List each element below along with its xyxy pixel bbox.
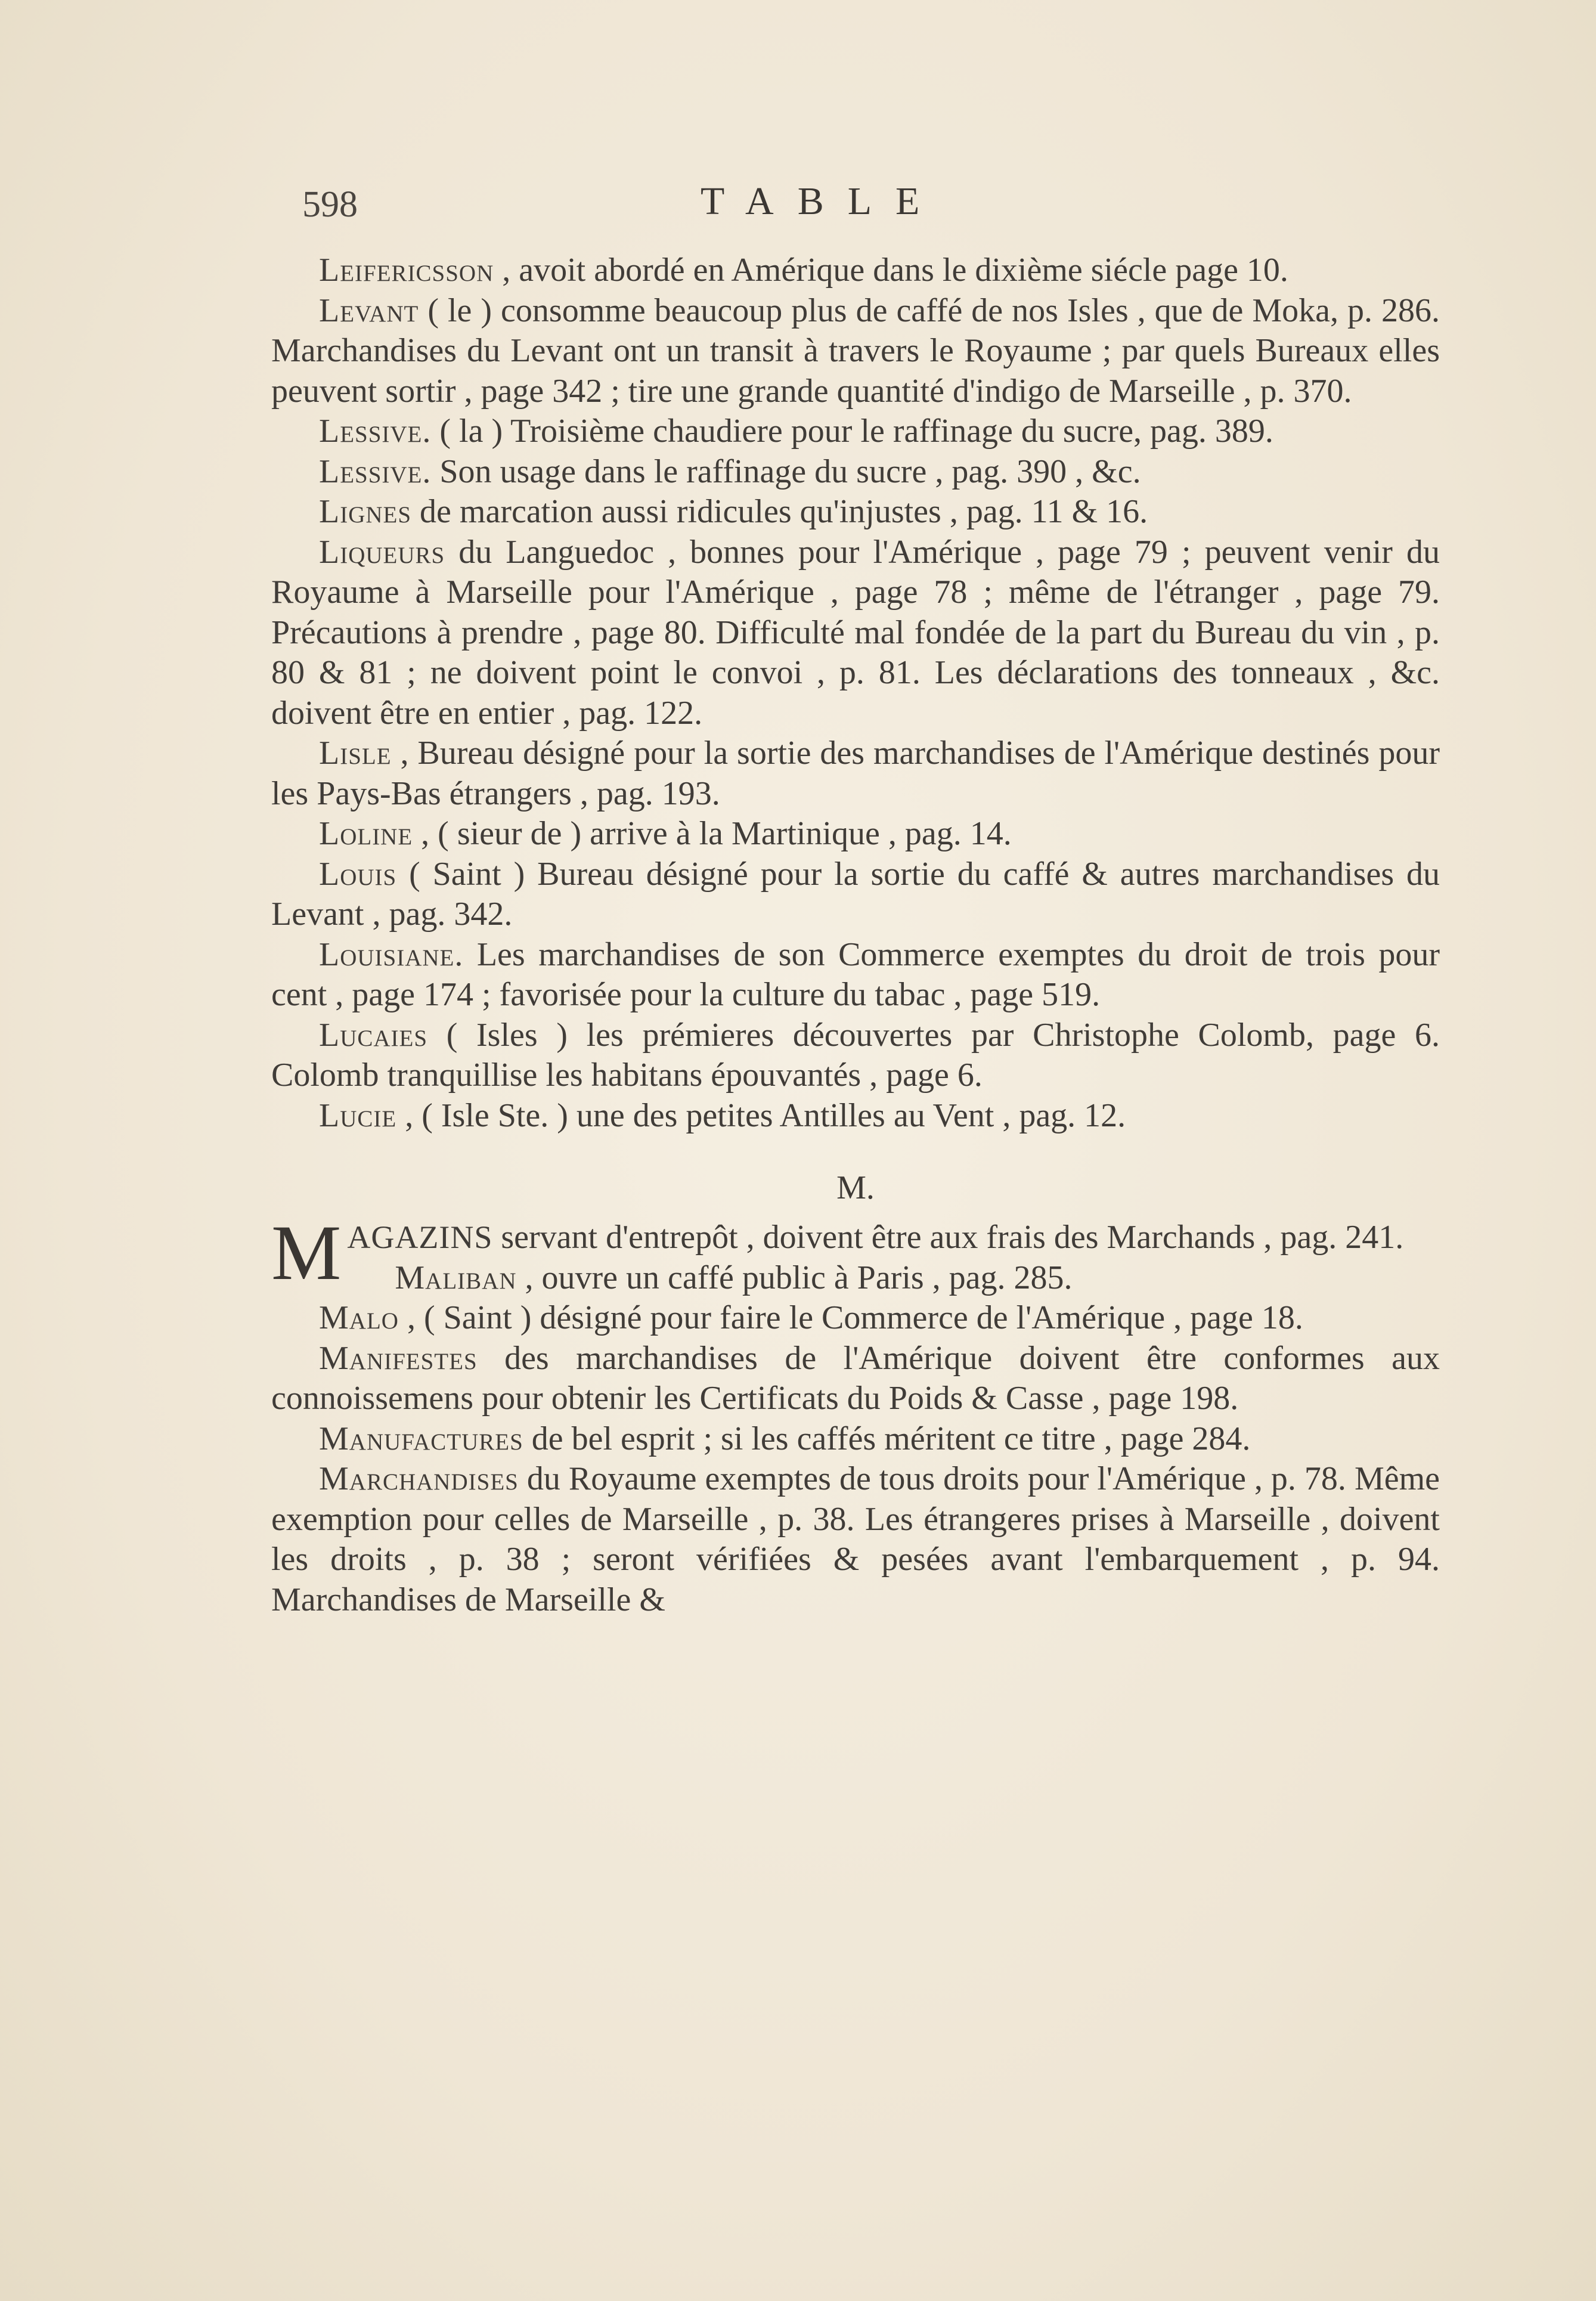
entry-text: de bel esprit ; si les caffés méritent ce titre , page 284. bbox=[523, 1420, 1251, 1457]
entry-headword: Lucie bbox=[319, 1097, 397, 1134]
entry-headword: Louisiane. bbox=[319, 936, 464, 973]
entry-text: Son usage dans le raffinage du sucre , pag. 390 , &c. bbox=[431, 453, 1141, 490]
entry-headword: Lucaies bbox=[319, 1016, 428, 1054]
entry-text: des marchandises de l'Amérique doivent être conformes aux connoissemens pour obtenir les Certificats du Poids & Casse , page 198. bbox=[271, 1339, 1440, 1417]
entry-headword: Leifericsson bbox=[319, 252, 494, 289]
entry-headword: Lessive. bbox=[319, 453, 432, 490]
entry-text: , ( Saint ) désigné pour faire le Commerce de l'Amérique , page 18. bbox=[398, 1299, 1303, 1336]
entry-text: ( la ) Troisième chaudiere pour le raffinage du sucre, pag. 389. bbox=[431, 413, 1273, 450]
index-entry bbox=[271, 1459, 1440, 1620]
entry-text: Les marchandises de son Commerce exemptes du droit de trois pour cent , page 174 ; favorisée pour la culture du tabac , page 519. bbox=[271, 936, 1440, 1013]
entry-headword: Marchandises bbox=[319, 1460, 519, 1497]
entry-text: ( Isles ) les prémieres découvertes par Christophe Colomb, page 6. Colomb tranquillise les habitans épouvantés , page 6. bbox=[271, 1016, 1440, 1094]
entry-text: du Royaume exemptes de tous droits pour l'Amérique , p. 78. Même exemption pour celles de Marseille , p. 38. Les étrangeres prises à Marseille , doivent les droits , p. 38 ; seront vérifiées & pesées avant l'embarquement , p. 94. Marchandises de Marseille & bbox=[271, 1460, 1440, 1618]
section-heading: M. bbox=[836, 1169, 875, 1206]
index-entry bbox=[271, 250, 1440, 291]
entry-headword: Maliban bbox=[395, 1259, 517, 1296]
index-entry bbox=[271, 492, 1440, 532]
entry-text: du Languedoc , bonnes pour l'Amérique , page 79 ; peuvent venir du Royaume à Marseille pour l'Amérique , page 78 ; même de l'étranger , page 79. Précautions à prendre , page 80. Difficulté mal fondée de la part du Bureau du vin , p. 80 & 81 ; ne doivent point le convoi , p. 81. Les déclarations des tonneaux , &c. doivent être en entier , pag. 122. bbox=[271, 533, 1440, 732]
entry-headword: Manufactures bbox=[319, 1420, 523, 1457]
entry-text: , Bureau désigné pour la sortie des marchandises de l'Amérique destinés pour les Pays-Bas étrangers , pag. 193. bbox=[271, 735, 1440, 812]
index-entry bbox=[271, 411, 1440, 452]
entry-text: , ( sieur de ) arrive à la Martinique , pag. 14. bbox=[413, 815, 1012, 852]
index-entry bbox=[271, 854, 1440, 935]
index-entry bbox=[271, 935, 1440, 1015]
entry-text: de marcation aussi ridicules qu'injustes , pag. 11 & 16. bbox=[411, 493, 1148, 530]
entry-text: servant d'entrepôt , doivent être aux frais des Marchands , pag. 241. bbox=[492, 1219, 1404, 1256]
entry-text: ( Saint ) Bureau désigné pour la sortie du caffé & autres marchandises du Levant , pag. 342. bbox=[271, 855, 1440, 933]
index-entry bbox=[271, 814, 1440, 854]
index-entries-l bbox=[271, 250, 1440, 1136]
entry-headword: Liqueurs bbox=[319, 533, 445, 571]
index-entry bbox=[271, 532, 1440, 734]
drop-cap: M bbox=[271, 1209, 342, 1296]
entry-headword: Lisle bbox=[319, 735, 392, 772]
index-entry bbox=[271, 1015, 1440, 1096]
index-entries-m bbox=[271, 1209, 1440, 1620]
entry-headword: Loline bbox=[319, 815, 413, 852]
entry-headword: Levant bbox=[319, 292, 419, 329]
index-entry bbox=[271, 733, 1440, 814]
index-entry bbox=[271, 291, 1440, 412]
entry-text: , ( Isle Ste. ) une des petites Antilles au Vent , pag. 12. bbox=[396, 1097, 1126, 1134]
entry-headword: Malo bbox=[319, 1299, 399, 1336]
running-title: TABLE bbox=[701, 179, 944, 223]
index-entry bbox=[271, 1298, 1440, 1339]
entry-text: , ouvre un caffé public à Paris , pag. 285. bbox=[516, 1259, 1073, 1296]
index-entry bbox=[271, 452, 1440, 493]
entry-text: , avoit abordé en Amérique dans le dixième siécle page 10. bbox=[494, 252, 1288, 289]
entry-text: ( le ) consomme beaucoup plus de caffé de nos Isles , que de Moka, p. 286. Marchandises du Levant ont un transit à travers le Royaume ; par quels Bureaux elles peuvent sortir , page 342 ; tire une grande quantité d'indigo de Marseille , p. 370. bbox=[271, 292, 1440, 410]
entry-headword: Lessive. bbox=[319, 413, 432, 450]
entry-headword: AGAZINS bbox=[347, 1219, 493, 1255]
entry-headword: Louis bbox=[319, 855, 397, 893]
book-page bbox=[271, 179, 1440, 1620]
index-entry bbox=[271, 1258, 1440, 1299]
index-entry bbox=[271, 1419, 1440, 1460]
entry-headword: Manifestes bbox=[319, 1339, 478, 1377]
page-number: 598 bbox=[302, 184, 358, 225]
entry-headword: Lignes bbox=[319, 493, 412, 530]
page-header bbox=[271, 179, 1440, 250]
index-entry bbox=[271, 1096, 1440, 1136]
index-entry bbox=[271, 1339, 1440, 1419]
